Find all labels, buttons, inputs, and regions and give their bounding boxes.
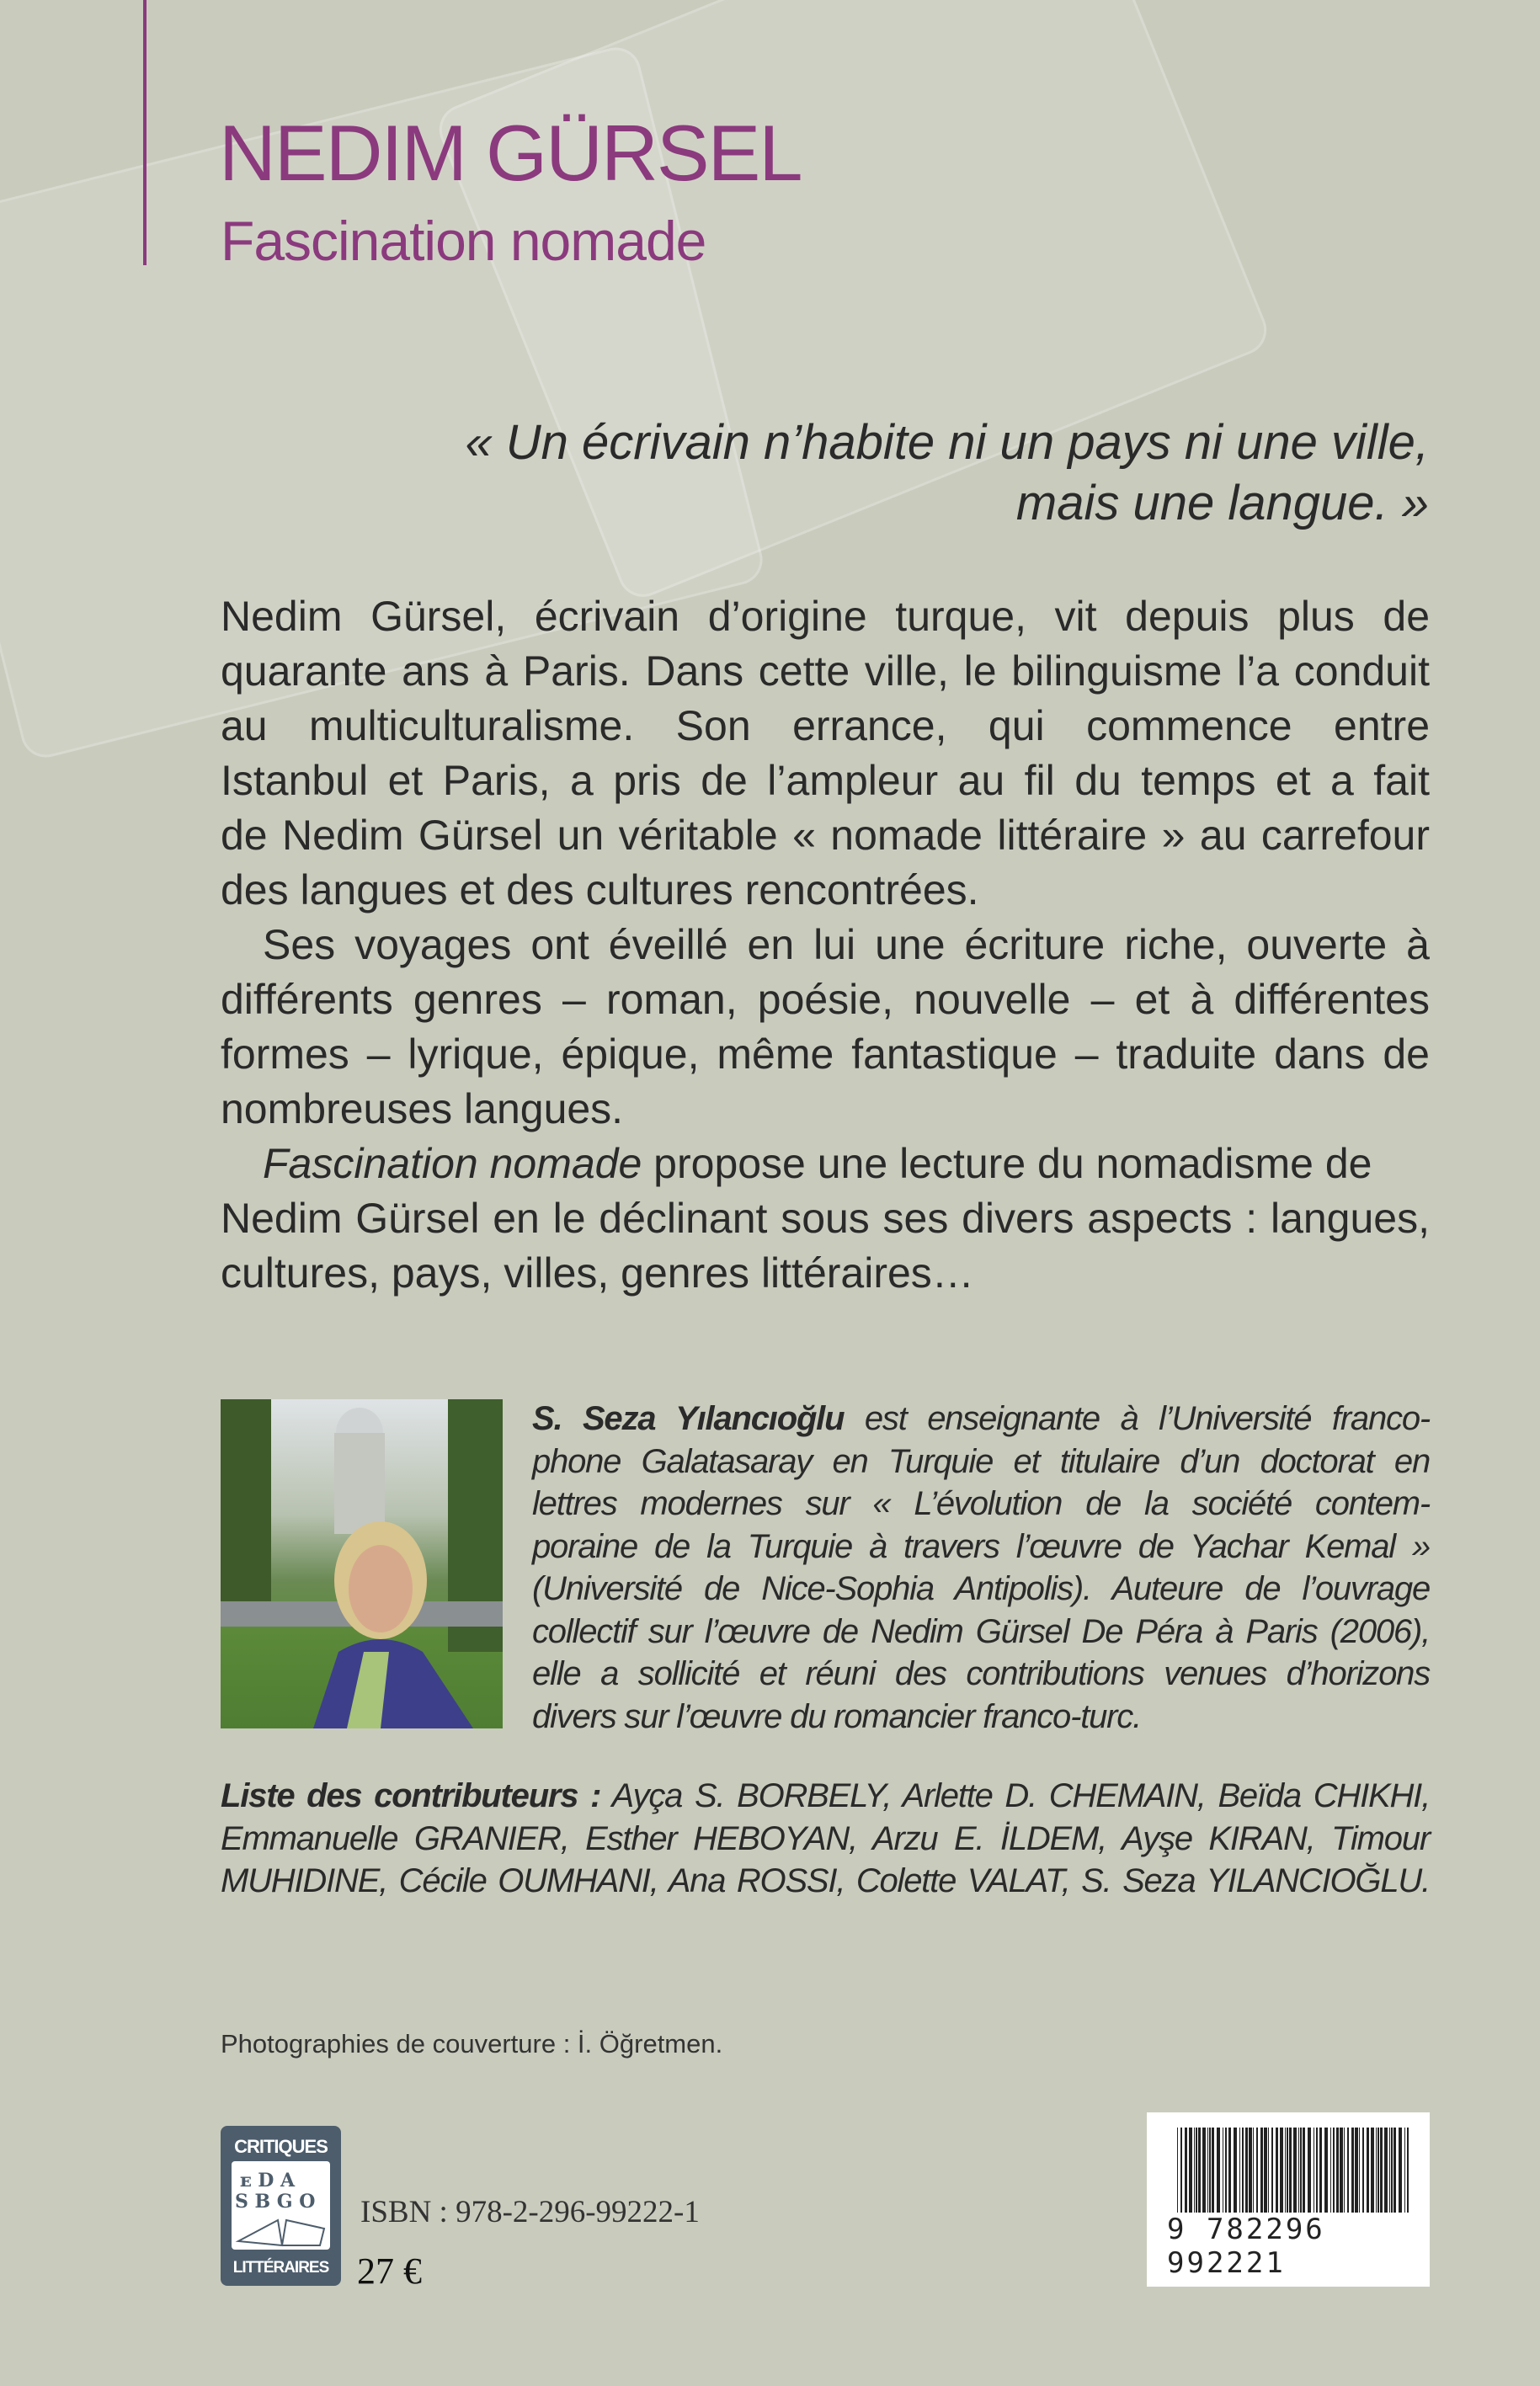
bio-line: lettres modernes sur « L’évolution de la société contem- — [532, 1485, 1430, 1522]
series-logo — [221, 2126, 341, 2286]
epigraph-quote — [465, 413, 1429, 534]
blurb-line: des langues et des cultures rencontrées. — [221, 866, 979, 913]
blurb-line: Nedim Gürsel en le déclinant sous ses divers aspects : langues, — [221, 1195, 1430, 1242]
book-letters-icon — [232, 2161, 330, 2250]
bio-line: collectif sur l’œuvre de Nedim Gürsel De Péra à Paris (2006), — [532, 1612, 1430, 1650]
blurb-line: Ses voyages ont éveillé en lui une écriture riche, ouverte à — [263, 921, 1430, 968]
blurb — [221, 589, 1430, 1301]
quote-line: « Un écrivain n’habite ni un pays ni une ville, — [465, 415, 1429, 470]
editor-photo — [221, 1399, 503, 1728]
blurb-line — [221, 1137, 1430, 1191]
bio-line: elle a sollicité et réuni des contributions venues d’horizons — [532, 1655, 1430, 1692]
photo-credit: Photographies de couverture : İ. Öğretmen. — [221, 2029, 723, 2058]
contrib-line — [221, 1775, 1430, 1818]
bio-line — [532, 1398, 1430, 1441]
bio-line: poraine de la Turquie à travers l’œuvre de Yachar Kemal » — [532, 1527, 1430, 1565]
svg-text:S B G O: S B G O — [235, 2191, 316, 2213]
blurb-line: nombreuses langues. — [221, 1085, 624, 1132]
contrib-text: Ayça S. BORBELY, Arlette D. CHEMAIN, Beïda CHIKHI, — [600, 1777, 1430, 1814]
contrib-line: Emmanuelle GRANIER, Esther HEBOYAN, Arzu E. İLDEM, Ayşe KIRAN, Timour — [221, 1819, 1430, 1857]
svg-text:ᴇ D A: ᴇ D A — [240, 2170, 296, 2192]
blurb-line: quarante ans à Paris. Dans cette ville, le bilinguisme l’a conduit — [221, 647, 1430, 695]
blurb-line: cultures, pays, villes, genres littéraires… — [221, 1249, 974, 1297]
blurb-line: Nedim Gürsel, écrivain d’origine turque, vit depuis plus de — [221, 593, 1430, 640]
contributors-list — [221, 1775, 1430, 1903]
portrait-illustration — [221, 1399, 503, 1728]
editor-name: S. Seza Yılancıoğlu — [532, 1400, 845, 1437]
barcode — [1147, 2112, 1430, 2287]
title-italic: Fascination nomade — [263, 1140, 642, 1187]
blurb-line: Istanbul et Paris, a pris de l’ampleur au fil du temps et a fait — [221, 757, 1430, 804]
blurb-line: de Nedim Gürsel un véritable « nomade littéraire » au carrefour — [221, 812, 1430, 859]
barcode-number: 9 782296 992221 — [1165, 2213, 1430, 2280]
blurb-line: au multiculturalisme. Son errance, qui commence entre — [221, 702, 1430, 749]
quote-line: mais une langue. » — [1015, 476, 1429, 530]
blurb-line: formes – lyrique, épique, même fantastique – traduite dans de — [221, 1031, 1430, 1078]
isbn: ISBN : 978-2-296-99222-1 — [360, 2195, 700, 2229]
editor-bio — [532, 1398, 1430, 1738]
contributors-label: Liste des contributeurs : — [221, 1777, 601, 1814]
logo-bottom-text: LITTÉRAIRES — [232, 2259, 329, 2277]
contrib-line: MUHIDINE, Cécile OUMHANI, Ana ROSSI, Colette VALAT, S. Seza YILANCIOĞLU. — [221, 1862, 1430, 1899]
accent-rule — [143, 0, 147, 265]
bio-line: phone Galatasaray en Turquie et titulaire d’un doctorat en — [532, 1442, 1430, 1480]
bio-line: (Université de Nice-Sophia Antipolis). Auteure de l’ouvrage — [532, 1570, 1430, 1607]
bio-text: est enseignante à l’Université franco- — [844, 1400, 1430, 1437]
book-title: Fascination nomade — [221, 210, 706, 272]
blurb-text: propose une lecture du nomadisme de — [642, 1140, 1372, 1187]
price: 27 € — [357, 2250, 422, 2292]
logo-top-text: CRITIQUES — [234, 2136, 328, 2157]
blurb-line: différents genres – roman, poésie, nouvelle – et à différentes — [221, 976, 1430, 1023]
bio-line: divers sur l’œuvre du romancier franco-turc. — [532, 1697, 1141, 1735]
author-name: NEDIM GÜRSEL — [219, 109, 802, 197]
